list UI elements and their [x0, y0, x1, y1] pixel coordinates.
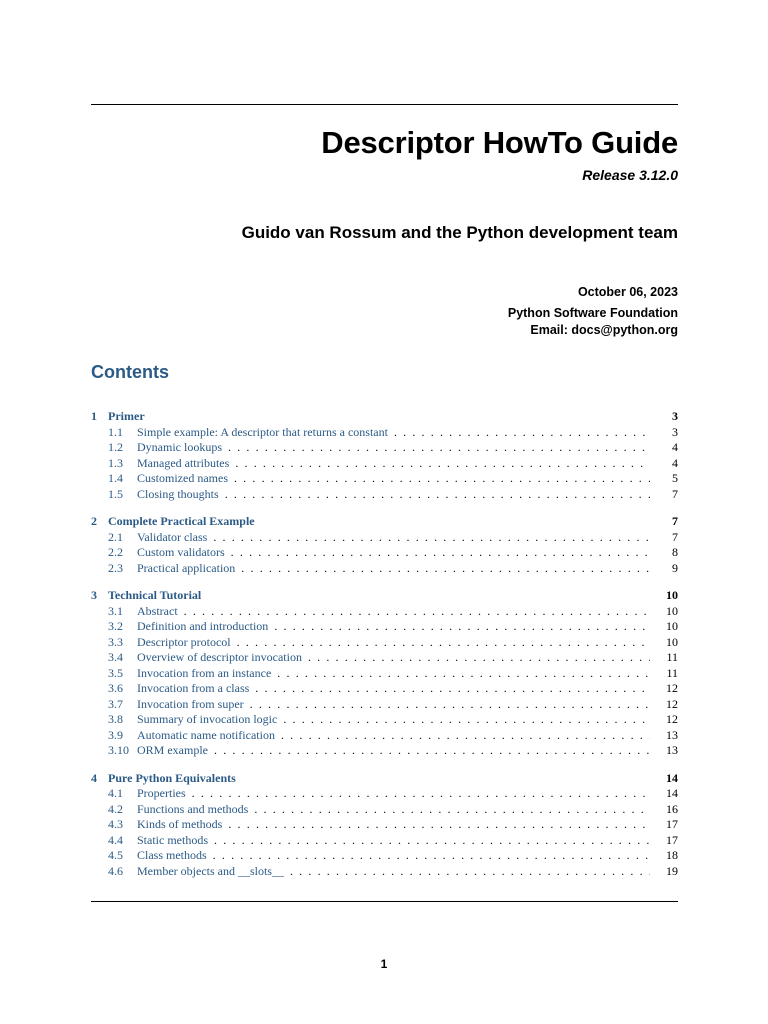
toc-leader-dots [281, 728, 650, 744]
toc-page-number: 13 [666, 743, 678, 757]
toc-chapter-number: 3 [91, 588, 97, 602]
toc-section-number: 3.8 [108, 712, 123, 726]
toc-section-entry[interactable] [91, 425, 678, 441]
toc-chapter-entry[interactable] [91, 771, 678, 787]
page-number: 1 [380, 957, 388, 971]
authors: Guido van Rossum and the Python development team [241, 223, 678, 242]
organization-block [508, 305, 678, 339]
toc-chapter [91, 588, 678, 759]
toc-section-link[interactable]: Invocation from an instance [137, 665, 272, 680]
toc-section-entry[interactable] [91, 561, 678, 577]
toc-chapter-link[interactable]: Complete Practical Example [108, 514, 255, 528]
toc-section-link[interactable]: Dynamic lookups [137, 440, 222, 454]
toc-section-entry[interactable] [91, 487, 678, 503]
toc-section-link[interactable]: Practical application [137, 560, 236, 575]
bottom-rule [91, 901, 678, 902]
toc-section-number: 3.7 [108, 696, 123, 711]
toc-section-link[interactable]: Member objects and __slots__ [137, 863, 284, 878]
table-of-contents [91, 409, 678, 891]
toc-page-number: 3 [672, 409, 678, 423]
toc-section-entry[interactable] [91, 712, 678, 728]
toc-section-number: 4.1 [108, 786, 123, 800]
toc-chapter [91, 409, 678, 502]
toc-leader-dots [228, 440, 650, 456]
toc-leader-dots [235, 456, 650, 472]
toc-section-number: 3.6 [108, 681, 123, 695]
toc-page-number: 11 [666, 650, 678, 664]
toc-leader-dots [250, 697, 650, 713]
toc-page-number: 7 [672, 514, 678, 528]
toc-section-link[interactable]: Properties [137, 786, 186, 800]
toc-leader-dots [394, 425, 650, 441]
toc-section-entry[interactable] [91, 728, 678, 744]
toc-section-entry[interactable] [91, 681, 678, 697]
toc-page-number: 13 [666, 727, 678, 742]
toc-leader-dots [290, 864, 650, 880]
toc-section-entry[interactable] [91, 650, 678, 666]
document-title: Descriptor HowTo Guide [321, 125, 678, 160]
toc-section-entry[interactable] [91, 833, 678, 849]
toc-section-number: 4.5 [108, 848, 123, 862]
toc-section-entry[interactable] [91, 530, 678, 546]
toc-leader-dots [192, 786, 650, 802]
toc-section-link[interactable]: Overview of descriptor invocation [137, 650, 302, 664]
toc-page-number: 4 [672, 455, 678, 470]
toc-section-number: 1.2 [108, 440, 123, 454]
toc-section-link[interactable]: Closing thoughts [137, 486, 219, 501]
toc-chapter-link[interactable]: Pure Python Equivalents [108, 770, 236, 785]
toc-page-number: 12 [666, 681, 678, 695]
toc-leader-dots [283, 712, 650, 728]
toc-section-number: 4.4 [108, 832, 123, 847]
toc-chapter-number: 2 [91, 514, 97, 528]
toc-section-entry[interactable] [91, 440, 678, 456]
release-label: Release 3.12.0 [582, 167, 678, 183]
toc-page-number: 5 [672, 471, 678, 485]
toc-leader-dots [214, 833, 650, 849]
toc-section-number: 3.9 [108, 727, 123, 742]
toc-section-entry[interactable] [91, 817, 678, 833]
toc-section-entry[interactable] [91, 545, 678, 561]
toc-section-entry[interactable] [91, 848, 678, 864]
toc-section-link[interactable]: Custom validators [137, 545, 225, 559]
toc-chapter-link[interactable]: Primer [108, 409, 145, 423]
toc-section-number: 4.3 [108, 817, 123, 831]
toc-chapter-entry[interactable] [91, 514, 678, 530]
toc-section-number: 1.3 [108, 455, 123, 470]
toc-page-number: 14 [666, 786, 678, 800]
toc-section-link[interactable]: Definition and introduction [137, 619, 269, 633]
toc-section-entry[interactable] [91, 635, 678, 651]
toc-section-number: 2.1 [108, 529, 123, 544]
toc-leader-dots [255, 681, 650, 697]
toc-chapter-entry[interactable] [91, 588, 678, 604]
toc-section-entry[interactable] [91, 471, 678, 487]
toc-section-number: 2.2 [108, 545, 123, 559]
toc-page-number: 19 [666, 863, 678, 878]
toc-section-link[interactable]: Summary of invocation logic [137, 712, 278, 726]
toc-section-entry[interactable] [91, 786, 678, 802]
toc-page-number: 10 [666, 634, 678, 649]
toc-leader-dots [274, 619, 650, 635]
toc-section-entry[interactable] [91, 604, 678, 620]
toc-section-link[interactable]: Functions and methods [137, 801, 249, 816]
toc-leader-dots [228, 817, 650, 833]
toc-page-number: 4 [672, 440, 678, 454]
publication-date: October 06, 2023 [577, 285, 678, 299]
contents-heading: Contents [91, 362, 169, 382]
toc-section-number: 3.4 [108, 650, 123, 664]
toc-section-link[interactable]: Static methods [137, 832, 208, 847]
toc-leader-dots [213, 530, 650, 546]
toc-section-entry[interactable] [91, 456, 678, 472]
toc-section-entry[interactable] [91, 864, 678, 880]
toc-page-number: 10 [666, 588, 678, 602]
organization-name: Python Software Foundation [507, 306, 678, 320]
toc-section-number: 1.1 [108, 424, 123, 439]
toc-section-link[interactable]: Validator class [137, 529, 208, 544]
toc-section-entry[interactable] [91, 666, 678, 682]
toc-page-number: 7 [672, 529, 678, 544]
toc-page-number: 18 [666, 848, 678, 862]
toc-page-number: 8 [672, 545, 678, 559]
toc-section-link[interactable]: Class methods [137, 848, 207, 862]
toc-chapter-number: 4 [91, 770, 97, 785]
toc-section-number: 3.1 [108, 603, 123, 618]
toc-leader-dots [213, 848, 650, 864]
toc-section-link[interactable]: Managed attributes [137, 455, 230, 470]
toc-section-entry[interactable] [91, 619, 678, 635]
toc-page-number: 12 [666, 712, 678, 726]
toc-section-number: 4.2 [108, 801, 123, 816]
toc-section-link[interactable]: Invocation from super [137, 696, 244, 711]
toc-chapter-link[interactable]: Technical Tutorial [108, 588, 202, 602]
toc-section-number: 1.5 [108, 486, 123, 501]
toc-section-number: 3.5 [108, 665, 123, 680]
toc-section-entry[interactable] [91, 697, 678, 713]
toc-section-number: 3.2 [108, 619, 123, 633]
toc-chapter-entry[interactable] [91, 409, 678, 425]
toc-page-number: 17 [666, 817, 678, 831]
toc-page-number: 17 [666, 832, 678, 847]
toc-section-link[interactable]: Customized names [137, 471, 228, 485]
toc-section-entry[interactable] [91, 743, 678, 759]
toc-section-number: 4.6 [108, 863, 123, 878]
toc-chapter [91, 514, 678, 576]
toc-page-number: 9 [672, 560, 678, 575]
toc-leader-dots [308, 650, 650, 666]
toc-leader-dots [241, 561, 650, 577]
toc-section-link[interactable]: Automatic name notification [137, 727, 275, 742]
toc-section-entry[interactable] [91, 802, 678, 818]
top-rule [91, 104, 678, 105]
toc-leader-dots [231, 545, 650, 561]
toc-section-number: 2.3 [108, 560, 123, 575]
toc-page-number: 16 [666, 801, 678, 816]
toc-page-number: 7 [672, 486, 678, 501]
toc-chapter [91, 771, 678, 880]
toc-section-number: 1.4 [108, 471, 123, 485]
toc-leader-dots [214, 743, 650, 759]
toc-leader-dots [184, 604, 650, 620]
toc-leader-dots [225, 487, 650, 503]
toc-section-link[interactable]: Kinds of methods [137, 817, 223, 831]
toc-leader-dots [277, 666, 650, 682]
toc-section-link[interactable]: ORM example [137, 743, 208, 757]
toc-page-number: 11 [666, 665, 678, 680]
toc-section-link[interactable]: Descriptor protocol [137, 634, 231, 649]
toc-section-number: 3.10 [108, 743, 129, 757]
toc-section-number: 3.3 [108, 634, 123, 649]
toc-section-link[interactable]: Abstract [137, 603, 178, 618]
toc-section-link[interactable]: Invocation from a class [137, 681, 250, 695]
toc-leader-dots [254, 802, 650, 818]
contact-email: Email: docs@python.org [530, 323, 678, 337]
toc-leader-dots [237, 635, 650, 651]
toc-page-number: 10 [666, 619, 678, 633]
toc-page-number: 14 [666, 770, 678, 785]
toc-page-number: 10 [666, 603, 678, 618]
toc-chapter-number: 1 [91, 409, 97, 423]
toc-page-number: 12 [666, 696, 678, 711]
toc-page-number: 3 [672, 424, 678, 439]
toc-section-link[interactable]: Simple example: A descriptor that returns a constant [137, 424, 388, 439]
toc-leader-dots [234, 471, 650, 487]
